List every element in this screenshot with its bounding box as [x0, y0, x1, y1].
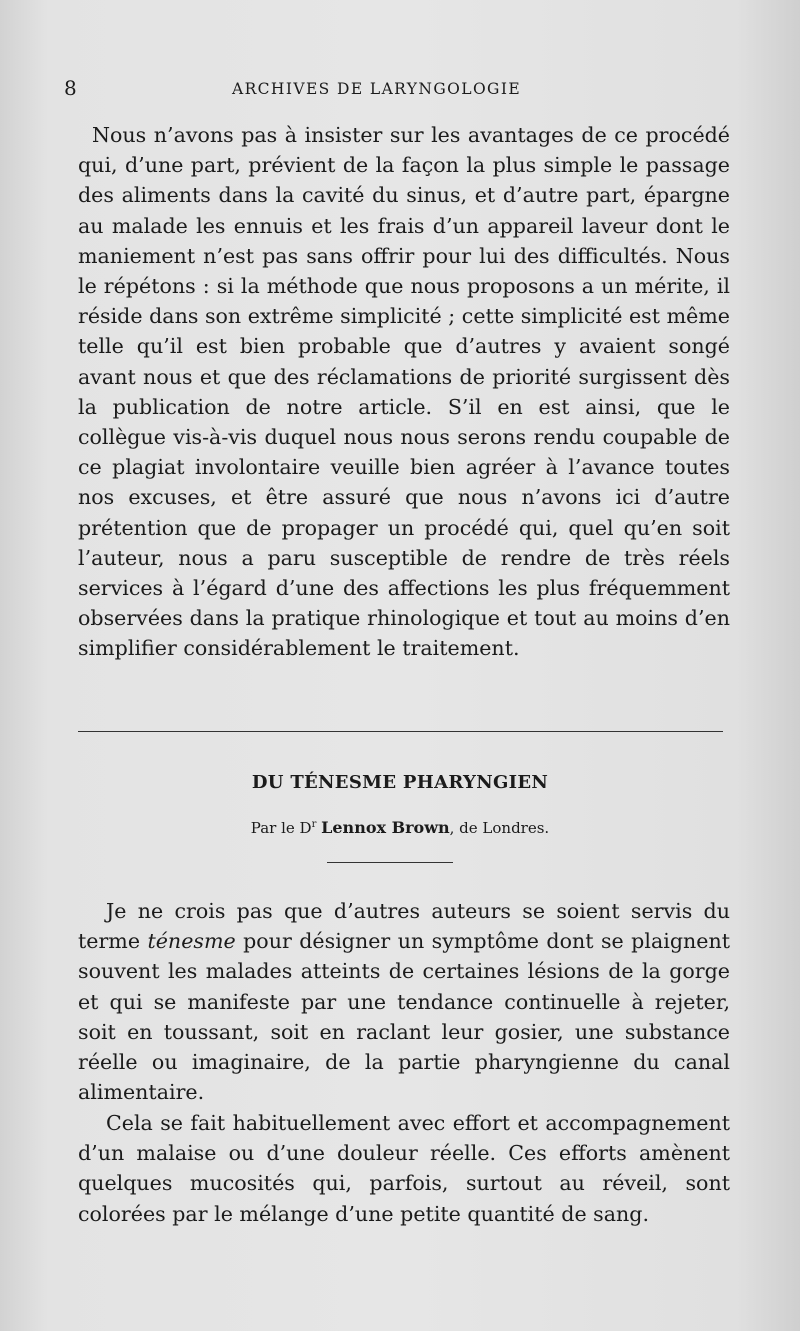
page-number: 8 [64, 76, 77, 100]
article-byline [0, 818, 800, 837]
author-name: Lennox Brown [321, 818, 450, 837]
paragraph-procedure-conclusion: Nous n’avons pas à insister sur les avantages de ce procédé qui, d’une part, prévient de la façon la plus simple le passage des aliments dans la cavité du sinus, et d’autre part, épargne au malade les ennuis et les frais d’un appareil laveur dont le maniement n’est pas sans offrir pour lui des difficultés. Nous le répétons : si la méthode que nous proposons a un mérite, il réside dans son extrême simplicité ; cette simplicité est même telle qu’il est bien probable que d’autres y avaient songé avant nous et que des réclamations de priorité surgissent dès la publication de notre article. S’il en est ainsi, que le collègue vis-à-vis duquel nous nous serons rendu coupable de ce plagiat involontaire veuille bien agréer à l’avance toutes nos excuses, et être assuré que nous n’avons ici d’autre prétention que de propager un procédé qui, quel qu’en soit l’auteur, nous a paru susceptible de rendre de très réels services à l’égard d’une des affections les plus fréquemment observées dans la pratique rhinologique et tout au moins d’en simplifier considérablement le traitement. [78, 123, 730, 661]
byline-prefix: Par le D [250, 819, 312, 837]
article-title: DU TÉNESME PHARYNGIEN [251, 772, 549, 793]
byline-suffix: , de Londres. [449, 819, 550, 837]
paragraph-definition-start: Je ne crois pas que d’autres auteurs se soient servis du terme [78, 899, 730, 954]
section-divider [78, 731, 723, 732]
byline-title-superscript: r [311, 819, 317, 830]
paragraph-definition [78, 896, 730, 1107]
paragraph-symptom-description: Cela se fait habituellement avec effort et accompagnement d’un malaise ou d’une douleur réelle. Ces efforts amènent quelques mucosités qui, parfois, surtout au réveil, sont colorées par le mélange d’une petite quantité de sang. [78, 1111, 730, 1226]
paragraph-definition-end: pour désigner un symptôme dont se plaignent souvent les malades atteints de certaines lésions de la gorge et qui se manifeste par une tendance continuelle à rejeter, soit en toussant, soit en raclant leur gosier, une substance réelle ou imaginaire, de la partie pharyngienne du canal alimentaire. [78, 929, 730, 1105]
page-header [64, 76, 744, 106]
byline-divider [327, 862, 453, 863]
running-title: ARCHIVES DE LARYNGOLOGIE [232, 80, 522, 98]
term-tenesme: ténesme [147, 929, 236, 954]
